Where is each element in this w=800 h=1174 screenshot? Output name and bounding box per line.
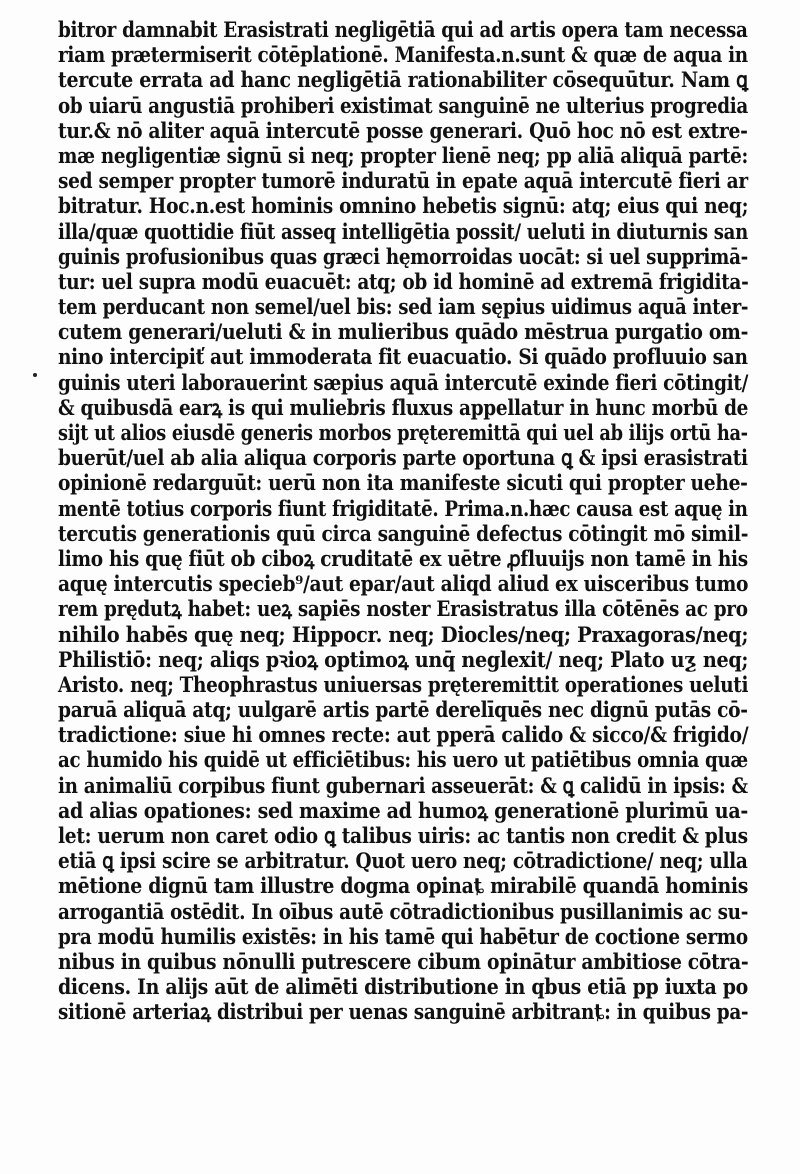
text-line: tur: uel supra modū euacuēt: atq; ob id hominē ad extremā frigidita- [58, 268, 749, 294]
text-line: sed semper propter tumorē induratū in epate aquā intercutē fieri ar [58, 168, 748, 194]
text-line: tur.& nō aliter aquā intercutē posse generari. Quō hoc nō est extre- [58, 117, 748, 143]
text-line: sitionē arteriaꝝ distribui per uenas sanguinē arbitranȶ: in quibus pa- [58, 999, 749, 1025]
text-line: rem prędutꝝ habet: ueꝝ sapiēs noster Erasistratus illa cōtēnēs ac pro [58, 596, 748, 622]
text-line: mentē totius corporis fiunt frigiditatē. Prima.n.hæc causa est aquę in [58, 495, 748, 521]
text-line: mētione dignū tam illustre dogma opinaȶ mirabilē quandā hominis [58, 873, 749, 899]
body-text [58, 17, 748, 1025]
text-line: in animaliū corpibus fiunt gubernari asseuerāt: & ꝗ calidū in ipsis: & [58, 772, 748, 798]
text-line: limo his quę fiūt ob ciboꝝ cruditatē ex uētre ꝓfluuijs non tamē in his [58, 545, 748, 571]
margin-dot [33, 373, 37, 377]
text-line: illa/quæ quottidie fiūt asseq intelligētia possit/ ueluti in diuturnis san [58, 218, 748, 244]
text-line: & quibusdā earꝝ is qui muliebris fluxus appellatur in hunc morbū de [58, 394, 749, 420]
text-line: guinis uteri laborauerint sæpius aquā intercutē exinde fieri cōtingit/ [58, 369, 749, 395]
text-line: opinionē redarguūt: uerū non ita manifeste sicuti qui propter uehe- [58, 470, 748, 496]
text-line: tercutis generationis quū circa sanguinē defectus cōtingit mō simil- [58, 520, 749, 546]
text-line: ad alias opationes: sed maxime ad humoꝝ generationē plurimū ua- [58, 797, 748, 823]
text-line: ob uiarū angustiā prohiberi existimat sanguinē ne ulterius progredia [58, 92, 748, 118]
text-line: nihilo habēs quę neq; Hippocr. neq; Diocles/neq; Praxagoras/neq; [58, 621, 749, 647]
text-line: ac humido his quidē ut efficiētibus: his uero ut patiētibus omnia quæ [58, 747, 748, 773]
text-line: nino intercipiť aut immoderata fit euacuatio. Si quādo profluuio san [58, 344, 748, 370]
text-line: riam prætermiserit cōtēplationē. Manifesta.n.sunt & quæ de aqua in [58, 42, 748, 68]
text-line: pra modū humilis existēs: in his tamē qui habētur de coctione sermo [58, 923, 748, 949]
text-line: bitratur. Hoc.n.est hominis omnino hebetis signū: atq; eius qui neq; [58, 193, 749, 219]
text-line: sijt ut alios eiusdē generis morbos pręteremittā qui uel ab ilijs ortū ha- [58, 420, 748, 445]
text-line: bitror damnabit Erasistrati negligētiā qui ad artis opera tam necessa [58, 17, 748, 42]
text-line: nibus in quibus nōnulli putrescere cibum opinātur ambitiose cōtra- [58, 948, 749, 974]
text-line: Philistiō: neq; aliqs pꝛioꝝ optimoꝝ unq̄ neglexit/ neq; Plato uƺ neq; [58, 646, 749, 672]
text-line: dicens. In alijs aūt de alimēti distributione in qbus etiā pp iuxta po [58, 974, 748, 1000]
text-line: tem perducant non semel/uel bis: sed iam sępius uidimus aquā inter- [58, 294, 749, 320]
text-line: paruā aliquā atq; uulgarē artis partē derelīquēs nec dignū putās cō- [58, 697, 748, 723]
text-line: arrogantiā ostēdit. In oībus autē cōtradictionibus pusillanimis ac su- [58, 898, 749, 924]
text-line: tercute errata ad hanc negligētiā rationabiliter cōsequūtur. Nam ꝗ [58, 67, 748, 93]
text-line: etiā ꝗ ipsi scire se arbitratur. Quot uero neq; cōtradictione/ neq; ulla [58, 848, 748, 874]
text-line: Aristo. neq; Theophrastus uniuersas pręteremittit operationes ueluti [58, 671, 749, 697]
text-line: buerūt/uel ab alia aliqua corporis parte oportuna ꝗ & ipsi erasistrati [58, 445, 748, 471]
text-line: mæ negligentiæ signū si neq; propter lienē neq; pp aliā aliquā partē: [58, 142, 748, 168]
text-line: aquę intercutis specieb⁹/aut epar/aut aliqd aliud ex uisceribus tumo [58, 571, 749, 597]
text-line: tradictione: siue hi omnes recte: aut pperā calido & sicco/& frigido/ [58, 722, 749, 748]
text-line: cutem generari/ueluti & in mulieribus quādo mēstrua purgatio om- [58, 319, 749, 345]
text-line: guinis profusionibus quas græci hęmorroidas uocāt: si uel supprimā- [58, 243, 748, 269]
text-line: let: uerum non caret odio ꝗ talibus uiris: ac tantis non credit & plus [58, 823, 748, 848]
